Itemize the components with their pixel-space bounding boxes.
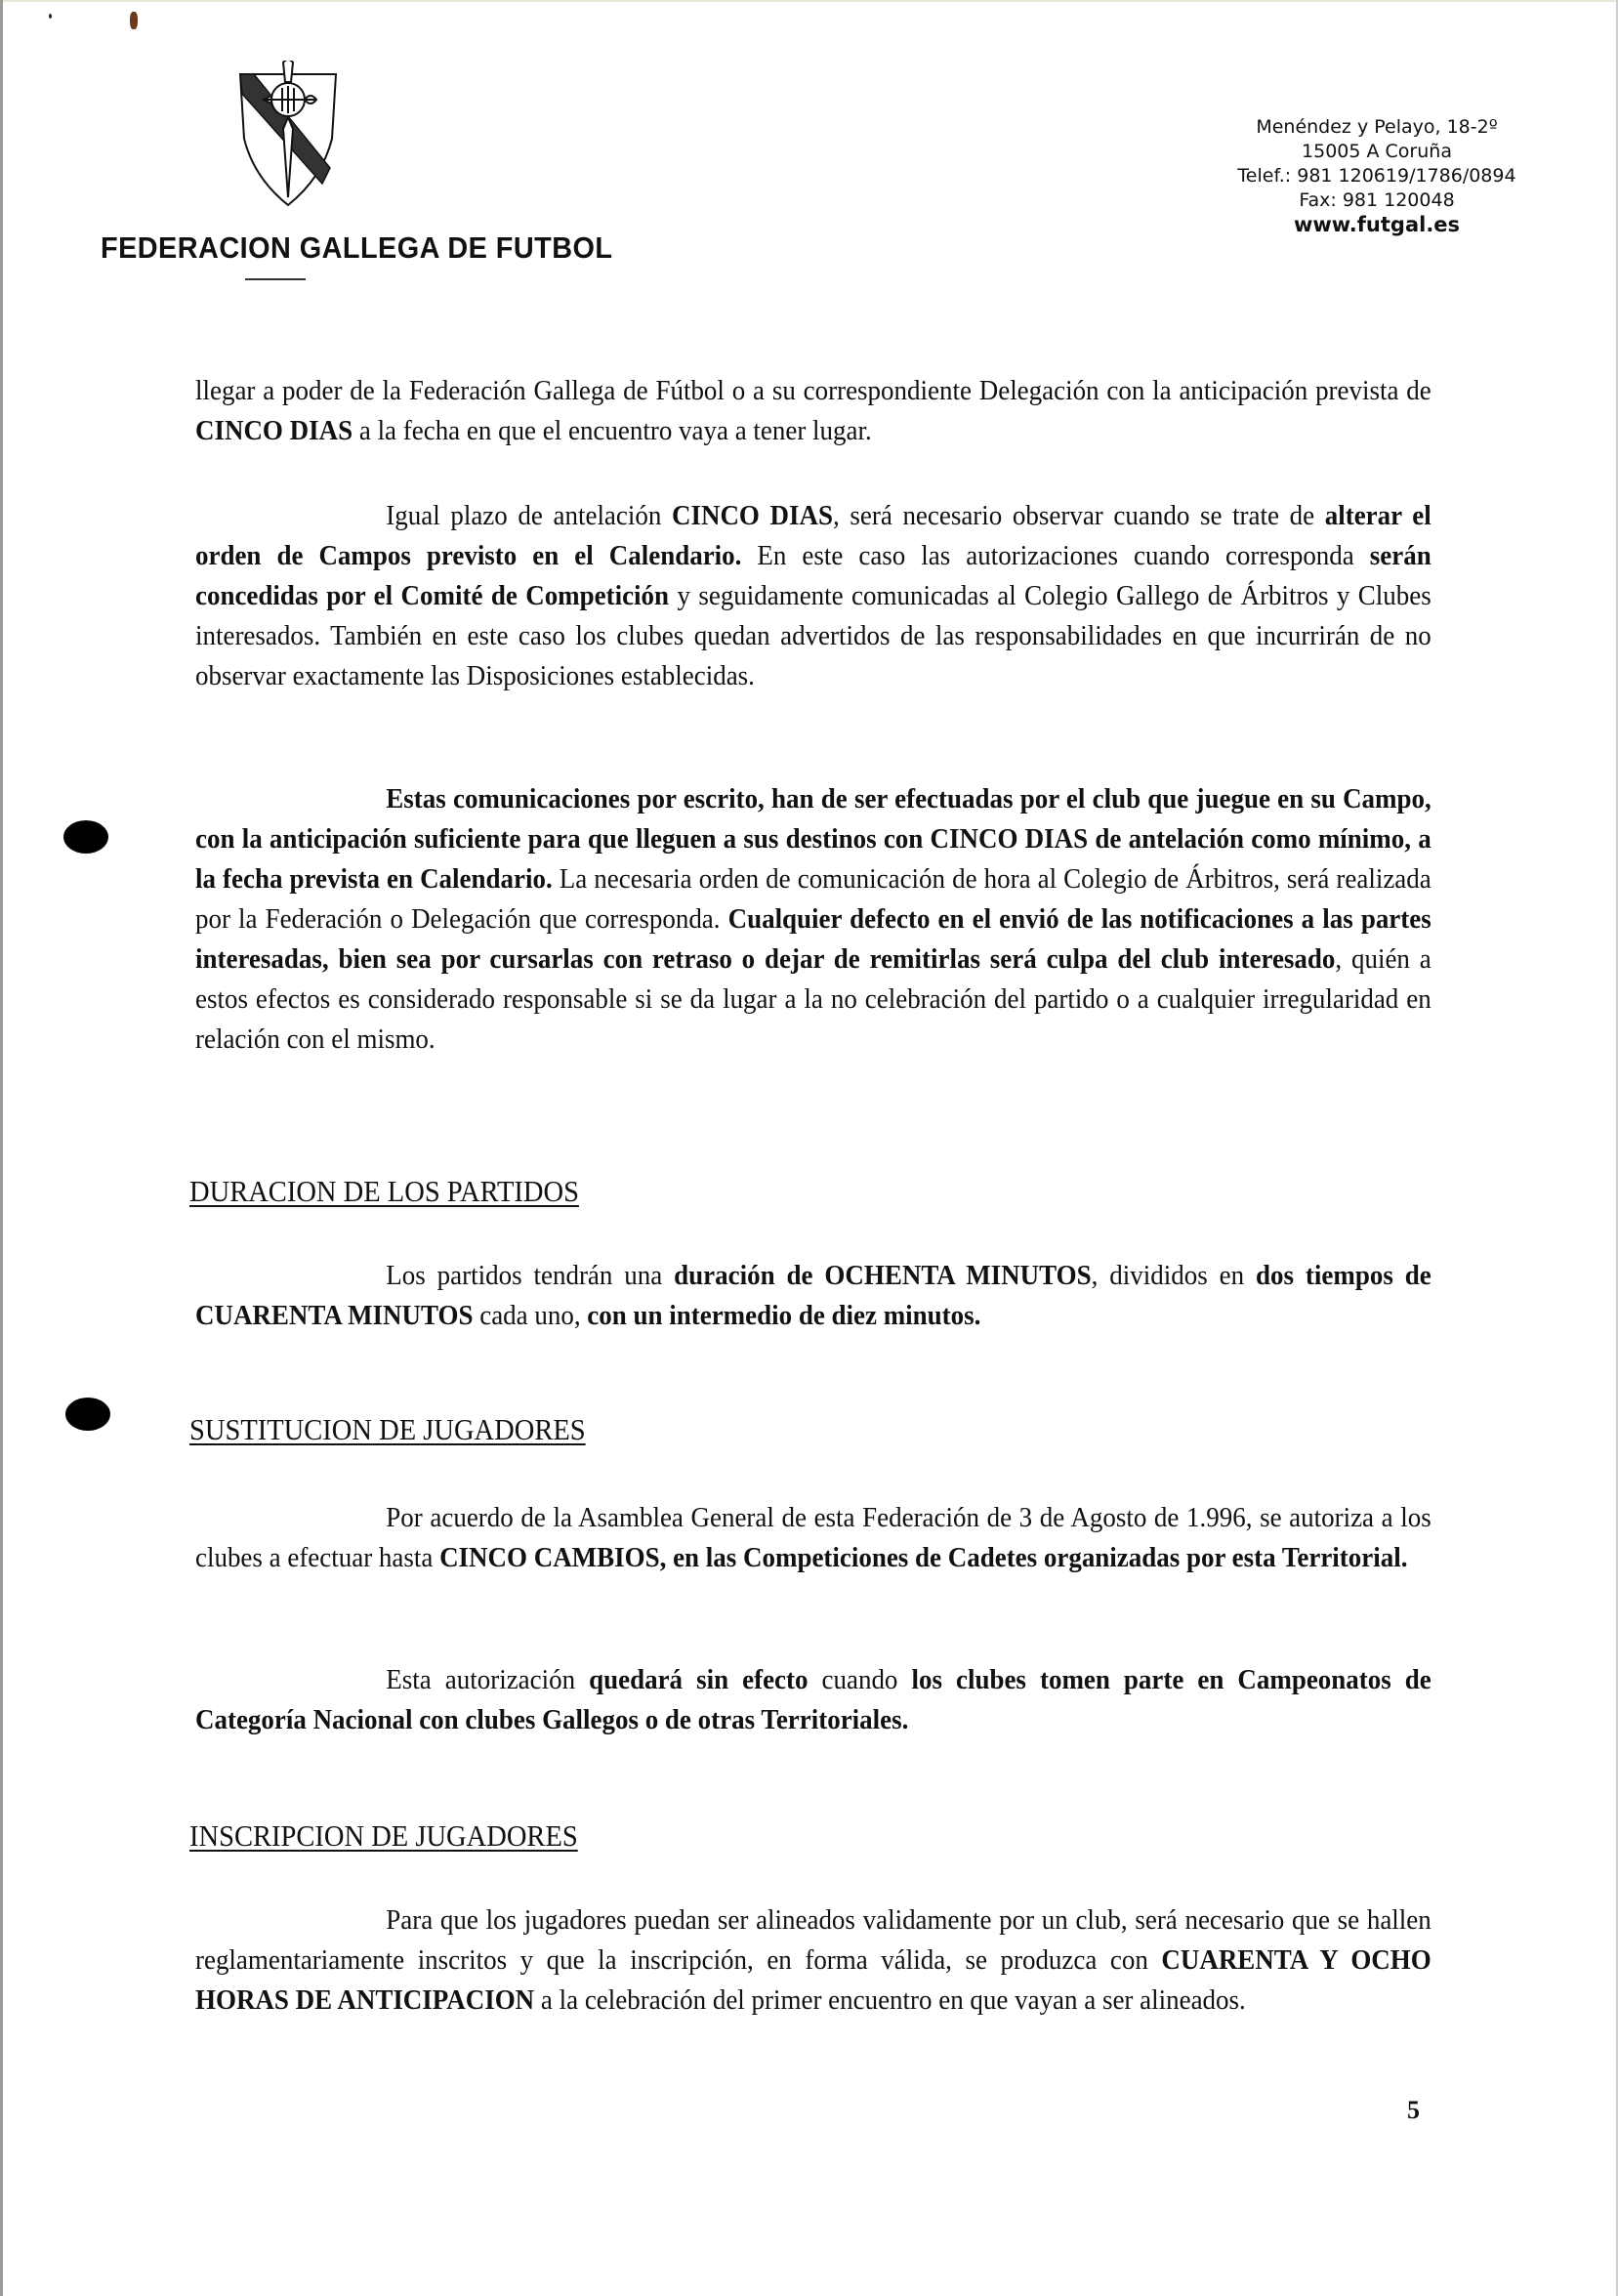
punch-hole <box>65 1398 110 1431</box>
website-link[interactable]: www.futgal.es <box>1293 213 1461 236</box>
heading-sustitucion: SUSTITUCION DE JUGADORES <box>189 1412 586 1446</box>
paragraph-sustitucion-acuerdo: Por acuerdo de la Asamblea General de esta Federación de 3 de Agosto de 1.996, se autoriza a los clubes a efectuar hasta CINCO CAMBIOS, en las Competiciones de Cadetes organizadas por esta Territorial. <box>195 1502 1431 1573</box>
contact-block <box>1201 115 1553 237</box>
paragraph-inscripcion: Para que los jugadores puedan ser alineados validamente por un club, será necesario que se hallen reglamentariamente inscritos y que la inscripción, en forma válida, se produzca con CUARENTA Y OCHO HORAS DE ANTICIPACION a la celebración del primer encuentro en que vayan a ser alineados. <box>195 1904 1431 2016</box>
heading-duracion: DURACION DE LOS PARTIDOS <box>189 1174 579 1208</box>
heading-inscripcion: INSCRIPCION DE JUGADORES <box>189 1818 578 1853</box>
punch-hole <box>63 820 108 854</box>
scan-speck <box>49 14 52 19</box>
organization-rule <box>245 278 306 280</box>
address-line-2: 15005 A Coruña <box>1302 141 1452 162</box>
paragraph-duracion: Los partidos tendrán una duración de OCHENTA MINUTOS, divididos en dos tiempos de CUARENTA MINUTOS cada uno, con un intermedio de diez minutos. <box>195 1260 1431 1331</box>
paragraph-sustitucion-excepcion: Esta autorización quedará sin efecto cuando los clubes tomen parte en Campeonatos de Categoría Nacional con clubes Gallegos o de otras Territoriales. <box>195 1664 1431 1735</box>
scan-edge-top <box>0 0 1618 2</box>
paragraph-plazo-comunicacion: llegar a poder de la Federación Gallega de Fútbol o a su correspondiente Delegación con la anticipación prevista de CINCO DIAS a la fecha en que el encuentro vaya a tener lugar. <box>195 375 1431 446</box>
organization-name: FEDERACION GALLEGA DE FUTBOL <box>101 230 613 265</box>
scan-stain <box>130 12 138 29</box>
paragraph-alterar-orden: Igual plazo de antelación CINCO DIAS, será necesario observar cuando se trate de alterar el orden de Campos previsto en el Calendario. En este caso las autorizaciones cuando corresponda serán concedidas por el Comité de Competición y seguidamente comunicadas al Colegio Gallego de Árbitros y Clubes interesados. También en este caso los clubes quedan advertidos de las responsabilidades en que incurrirán de no observar exactamente las Disposiciones establecidas. <box>195 500 1431 691</box>
fax-line: Fax: 981 120048 <box>1299 189 1455 211</box>
address-line-1: Menéndez y Pelayo, 18-2º <box>1256 116 1498 138</box>
shield-crest-icon <box>234 61 342 207</box>
phone-line: Telef.: 981 120619/1786/0894 <box>1237 165 1516 187</box>
scan-edge-left <box>0 0 3 2296</box>
page-number: 5 <box>1407 2096 1420 2124</box>
paragraph-comunicaciones-escrito: Estas comunicaciones por escrito, han de ser efectuadas por el club que juegue en su Campo, con la anticipación suficiente para que lleguen a sus destinos con CINCO DIAS de antelación como mínimo, a la fecha prevista en Calendario. La necesaria orden de comunicación de hora al Colegio de Árbitros, será realizada por la Federación o Delegación que corresponda. Cualquier defecto en el envió de las notificaciones a las partes interesadas, bien sea por cursarlas con retraso o dejar de remitirlas será culpa del club interesado, quién a estos efectos es considerado responsable si se da lugar a la no celebración del partido o a cualquier irregularidad en relación con el mismo. <box>195 783 1431 1055</box>
